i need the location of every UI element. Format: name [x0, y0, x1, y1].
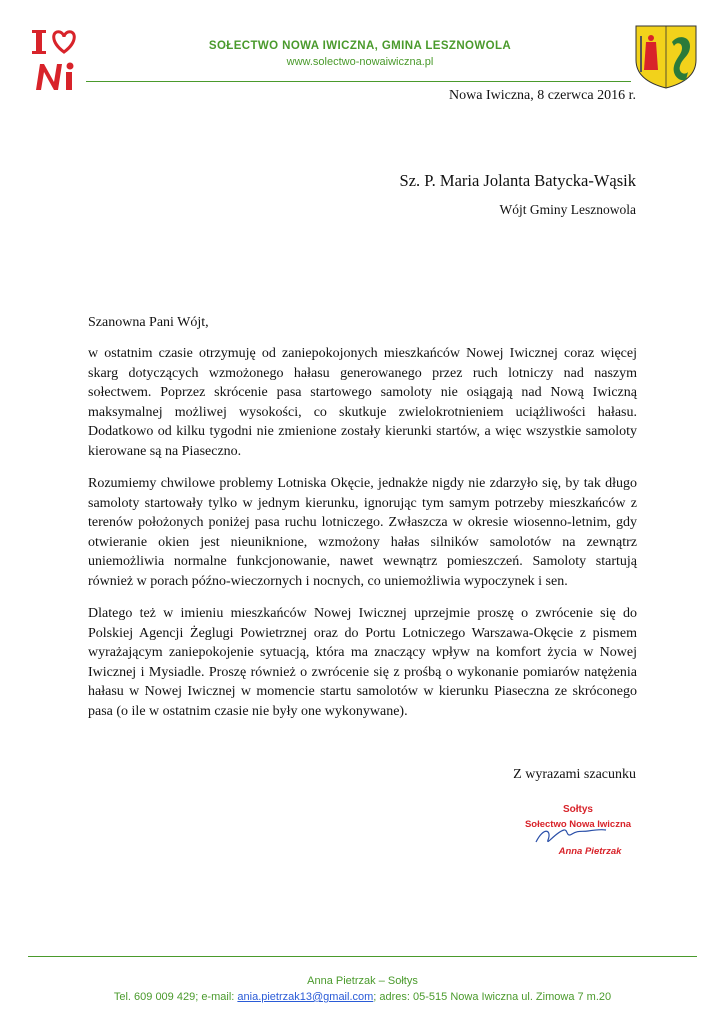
recipient-role: Wójt Gminy Lesznowola — [499, 202, 636, 217]
official-stamp — [508, 802, 648, 864]
body-paragraph-1: w ostatnim czasie otrzymuję od zaniepokojonych mieszkańców Nowej Iwicznej coraz więcej skarg dotyczących wzmożonego hałasu generowanego przez ruch lotniczy nad naszym sołectwem. Poprzez skrócenie pasa startowego samoloty nie osiągają nad Nową Iwiczną maksymalnej możliwej wysokości, co skutkuje zwielokrotnieniem uciążliwości hałasu. Dodatkowo od kilku tygodni nie zmienione zostały kierunki startów, a więc wszystkie samoloty kierowane są na Piaseczno. — [88, 346, 637, 459]
stamp-line-1: Sołtys — [562, 804, 594, 815]
i-love-ni-logo — [26, 26, 92, 96]
body-paragraph-3: Dlatego też w imieniu mieszkańców Nowej Iwicznej uprzejmie proszę o zwrócenie się do Polskiej Agencji Żeglugi Powietrznej oraz do Portu Lotniczego Warszawa-Okęcie z pismem wyrażającym zaniepokojenie sytuacją, która ma znaczący wpływ na komfort życia w Nowej Iwicznej i Mysiadle. Proszę również o zwrócenie się z prośbą o wykonanie pomiarów natężenia hałasu w Nowej Iwicznej w momencie startu samolotów w kierunku Piaseczna ze skróconego pasa (o ile w ostatnim czasie nie były one wykonywane). — [88, 606, 637, 719]
letter-body — [88, 344, 637, 734]
closing-phrase: Z wyrazami szacunku — [513, 767, 636, 782]
footer-divider — [28, 956, 697, 957]
letter-date: Nowa Iwiczna, 8 czerwca 2016 r. — [449, 88, 636, 103]
body-paragraph-2: Rozumiemy chwilowe problemy Lotniska Okęcie, jednakże nigdy nie zdarzyło się, by tak długo samoloty startowały tylko w jednym kierunku, ignorując tym samym potrzeby mieszkańców z terenów położonych poniżej pasa ruchu lotniczego. Zwłaszcza w okresie wiosenno-letnim, gdy otwieranie okien jest nieuniknione, wzmożony hałas silników samolotów na zewnątrz uniemożliwia normalne funkcjonowanie, nawet wewnątrz pomieszczeń. Samoloty startują również w porach późno-wieczornych i nocnych, co uniemożliwia wypoczynek i sen. — [88, 476, 637, 589]
footer-contact — [0, 991, 725, 1003]
header-divider — [86, 81, 631, 82]
stamp-line-3: Anna Pietrzak — [558, 846, 622, 857]
stamp-line-2: Sołectwo Nowa Iwiczna — [524, 819, 632, 830]
salutation: Szanowna Pani Wójt, — [88, 315, 209, 330]
footer-email-link[interactable]: ania.pietrzak13@gmail.com — [237, 991, 374, 1003]
coat-of-arms-icon — [632, 22, 700, 90]
footer-contact-prefix: Tel. 609 009 429; e-mail: — [113, 991, 238, 1003]
header-url[interactable]: www.solectwo-nowaiwiczna.pl — [286, 56, 434, 68]
recipient-name: Sz. P. Maria Jolanta Batycka-Wąsik — [399, 171, 636, 190]
footer-contact-suffix: ; adres: 05-515 Nowa Iwiczna ul. Zimowa 7 m.20 — [373, 991, 612, 1003]
header-title: SOŁECTWO NOWA IWICZNA, GMINA LESZNOWOLA — [208, 40, 512, 52]
footer-name: Anna Pietrzak – Sołtys — [307, 975, 418, 987]
handwritten-signature — [536, 830, 606, 842]
